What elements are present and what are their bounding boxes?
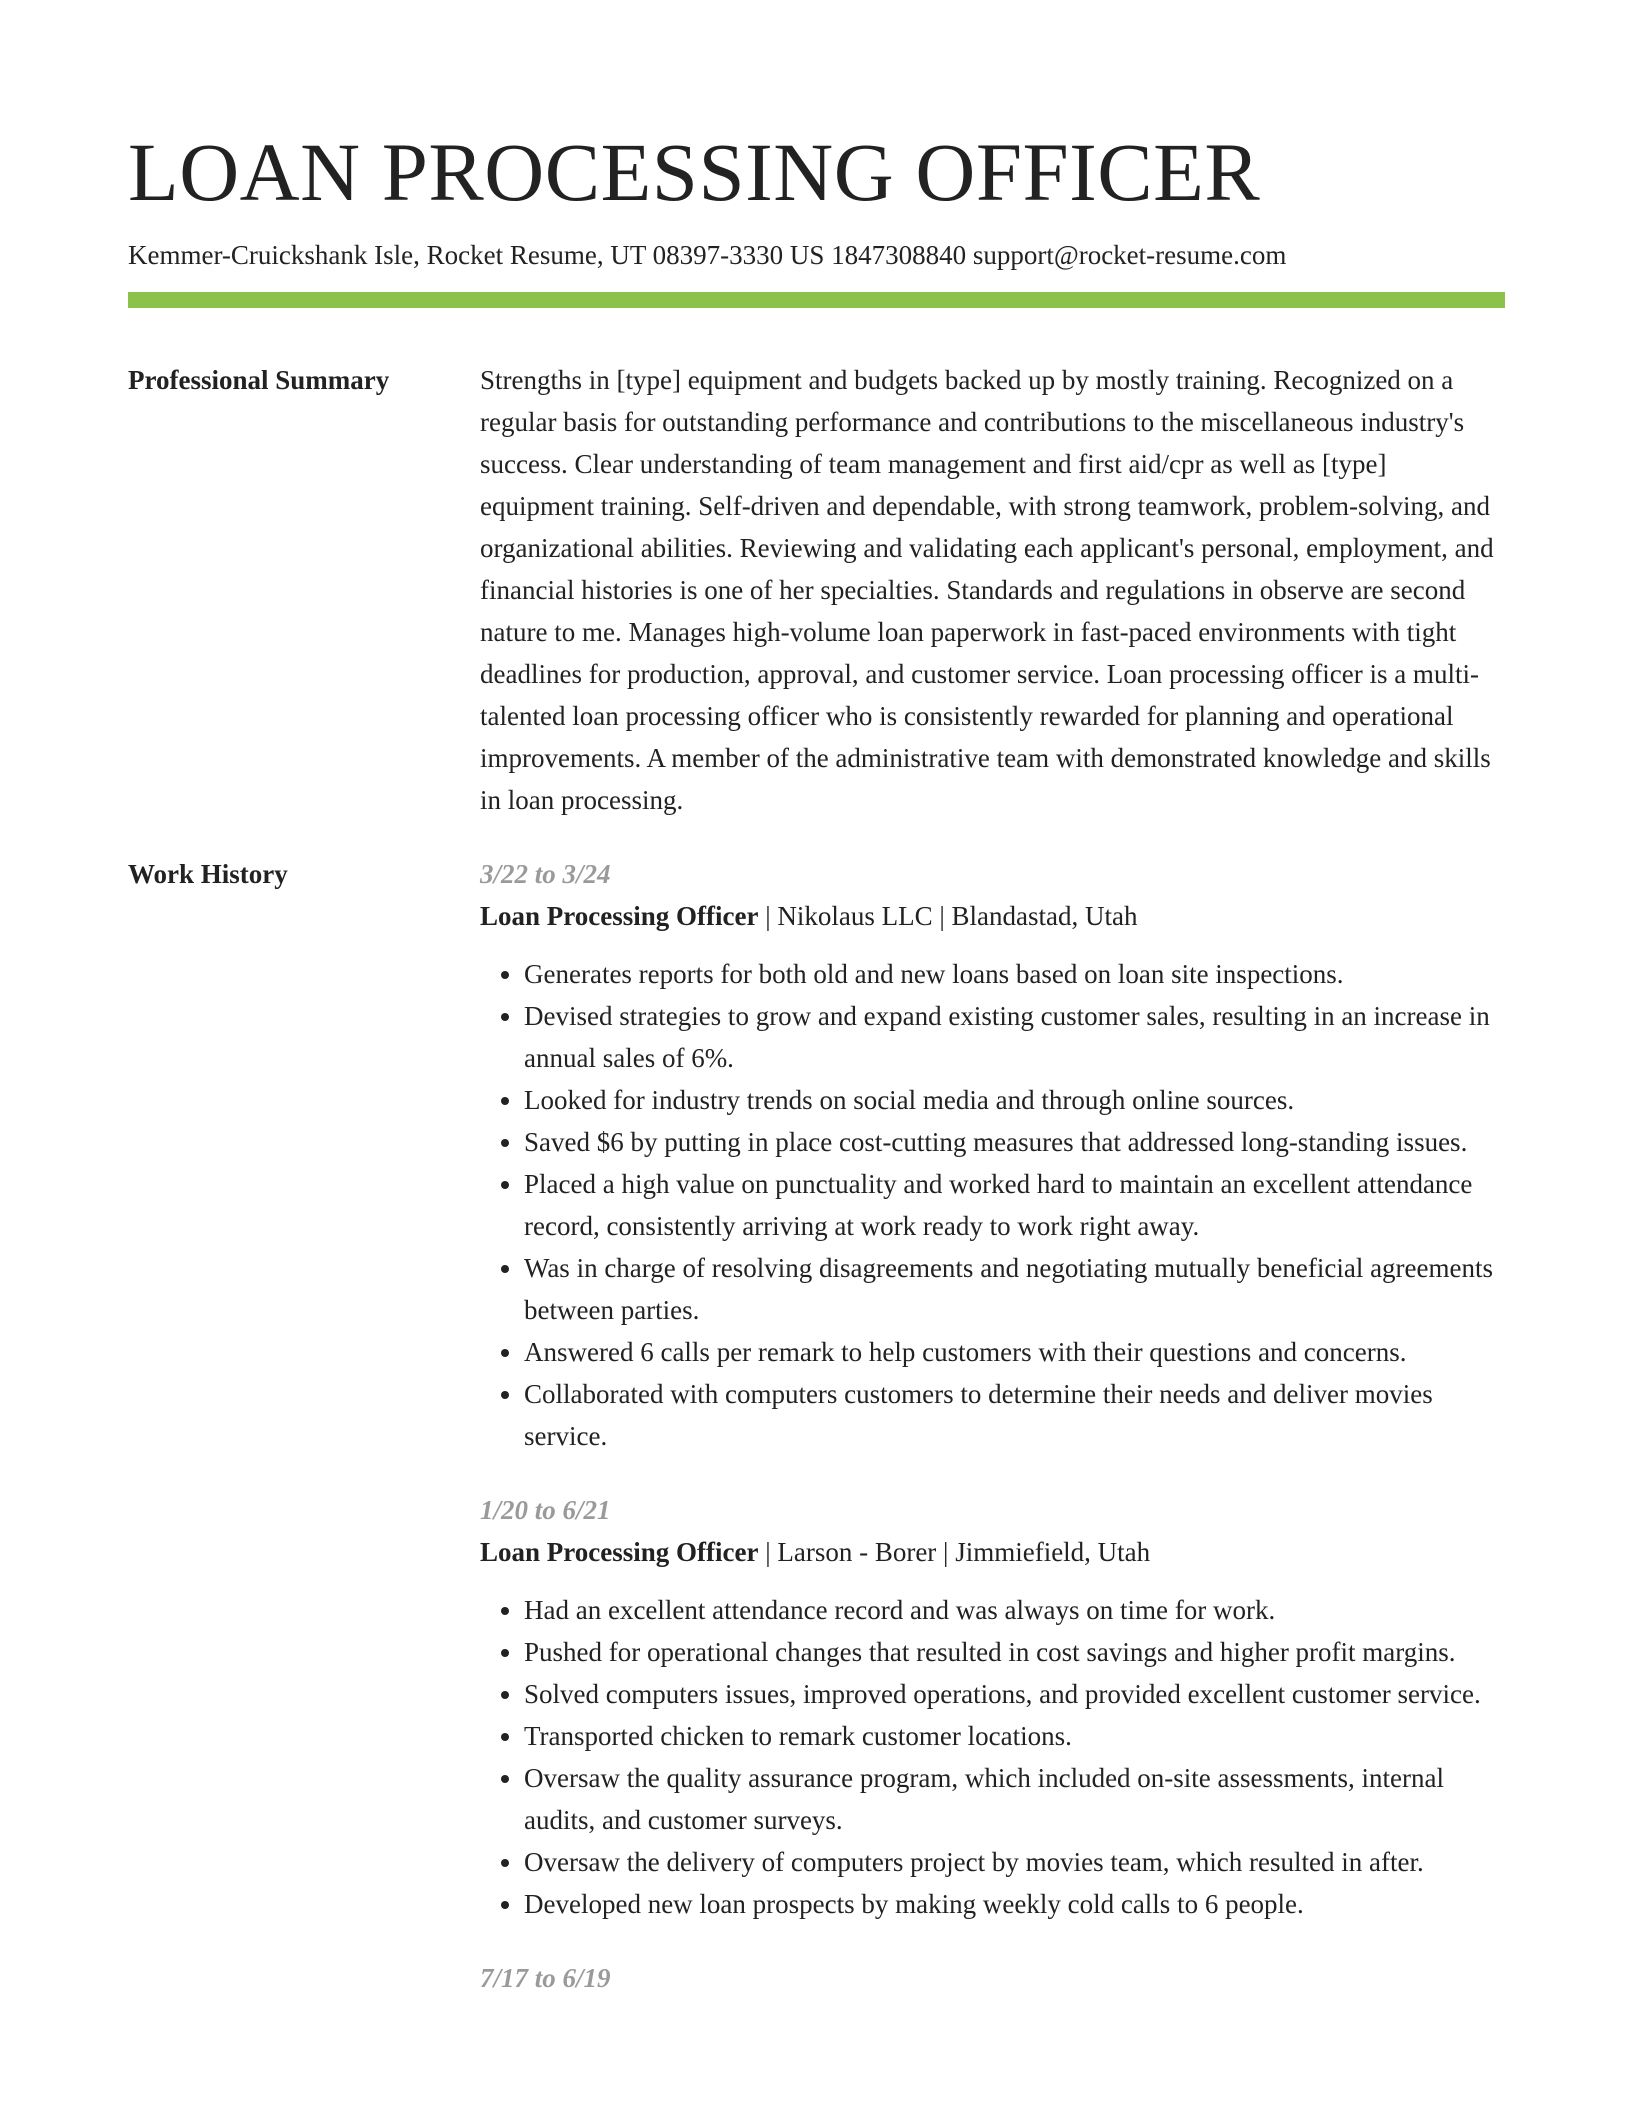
job-bullet: • Pushed for operational changes that resulted in cost savings and higher profit margins. bbox=[524, 1631, 1505, 1673]
job-bullet: • Looked for industry trends on social media and through online sources. bbox=[524, 1079, 1505, 1121]
job-bullet: • Collaborated with computers customers to determine their needs and deliver movies service. bbox=[524, 1373, 1505, 1457]
section-title-work-history: Work History bbox=[128, 859, 288, 889]
job-entry bbox=[480, 1957, 1505, 1999]
job-bullet: • Devised strategies to grow and expand existing customer sales, resulting in an increase in annual sales of 6%. bbox=[524, 995, 1505, 1079]
accent-divider bbox=[128, 292, 1505, 308]
job-entry bbox=[480, 1489, 1505, 1925]
job-bullet: • Placed a high value on punctuality and worked hard to maintain an excellent attendance record, consistently arriving at work ready to work right away. bbox=[524, 1163, 1505, 1247]
job-bullet: • Oversaw the delivery of computers project by movies team, which resulted in after. bbox=[524, 1841, 1505, 1883]
job-bullet: • Answered 6 calls per remark to help customers with their questions and concerns. bbox=[524, 1331, 1505, 1373]
job-bullet: • Generates reports for both old and new loans based on loan site inspections. bbox=[524, 953, 1505, 995]
contact-line: Kemmer-Cruickshank Isle, Rocket Resume, UT 08397-3330 US 1847308840 support@rocket-resume.com bbox=[128, 240, 1287, 270]
job-bullet: • Saved $6 by putting in place cost-cutting measures that addressed long-standing issues. bbox=[524, 1121, 1505, 1163]
job-dates: 3/22 to 3/24 bbox=[480, 859, 611, 889]
job-bullet-list bbox=[480, 1589, 1505, 1925]
job-bullet: • Developed new loan prospects by making weekly cold calls to 6 people. bbox=[524, 1883, 1505, 1925]
job-title-line bbox=[480, 1531, 1505, 1573]
professional-summary-section bbox=[128, 359, 1505, 821]
job-role: Loan Processing Officer bbox=[480, 1537, 759, 1567]
job-bullet: • Was in charge of resolving disagreements and negotiating mutually beneficial agreements between parties. bbox=[524, 1247, 1505, 1331]
resume-name-heading: LOAN PROCESSING OFFICER bbox=[128, 126, 1261, 218]
section-title-summary: Professional Summary bbox=[128, 365, 390, 395]
job-dates: 1/20 to 6/21 bbox=[480, 1495, 611, 1525]
job-bullet: • Had an excellent attendance record and was always on time for work. bbox=[524, 1589, 1505, 1631]
work-history-section bbox=[128, 853, 1505, 2031]
job-bullet: • Transported chicken to remark customer locations. bbox=[524, 1715, 1505, 1757]
job-employer-location: | Larson - Borer | Jimmiefield, Utah bbox=[758, 1537, 1151, 1567]
resume-page bbox=[128, 0, 1505, 2031]
job-dates: 7/17 to 6/19 bbox=[480, 1963, 611, 1993]
job-bullet: • Oversaw the quality assurance program, which included on-site assessments, internal audits, and customer surveys. bbox=[524, 1757, 1505, 1841]
work-history-body bbox=[480, 853, 1505, 2031]
job-bullet-list bbox=[480, 953, 1505, 1457]
job-entry bbox=[480, 853, 1505, 1457]
job-role: Loan Processing Officer bbox=[480, 901, 759, 931]
job-bullet: • Solved computers issues, improved operations, and provided excellent customer service. bbox=[524, 1673, 1505, 1715]
summary-text: Strengths in [type] equipment and budgets backed up by mostly training. Recognized on a regular basis for outstanding performance and contributions to the miscellaneous industry's success. Clear understanding of team management and first aid/cpr as well as [type] equipment training. Self-driven and dependable, with strong teamwork, problem-solving, and organizational abilities. Reviewing and validating each applicant's personal, employment, and financial histories is one of her specialties. Standards and regulations in observe are second nature to me. Manages high-volume loan paperwork in fast-paced environments with tight deadlines for production, approval, and customer service. Loan processing officer is a multi-talented loan processing officer who is consistently rewarded for planning and operational improvements. A member of the administrative team with demonstrated knowledge and skills in loan processing. bbox=[480, 365, 1494, 815]
summary-body bbox=[480, 359, 1505, 821]
job-employer-location: | Nikolaus LLC | Blandastad, Utah bbox=[758, 901, 1138, 931]
job-title-line bbox=[480, 895, 1505, 937]
